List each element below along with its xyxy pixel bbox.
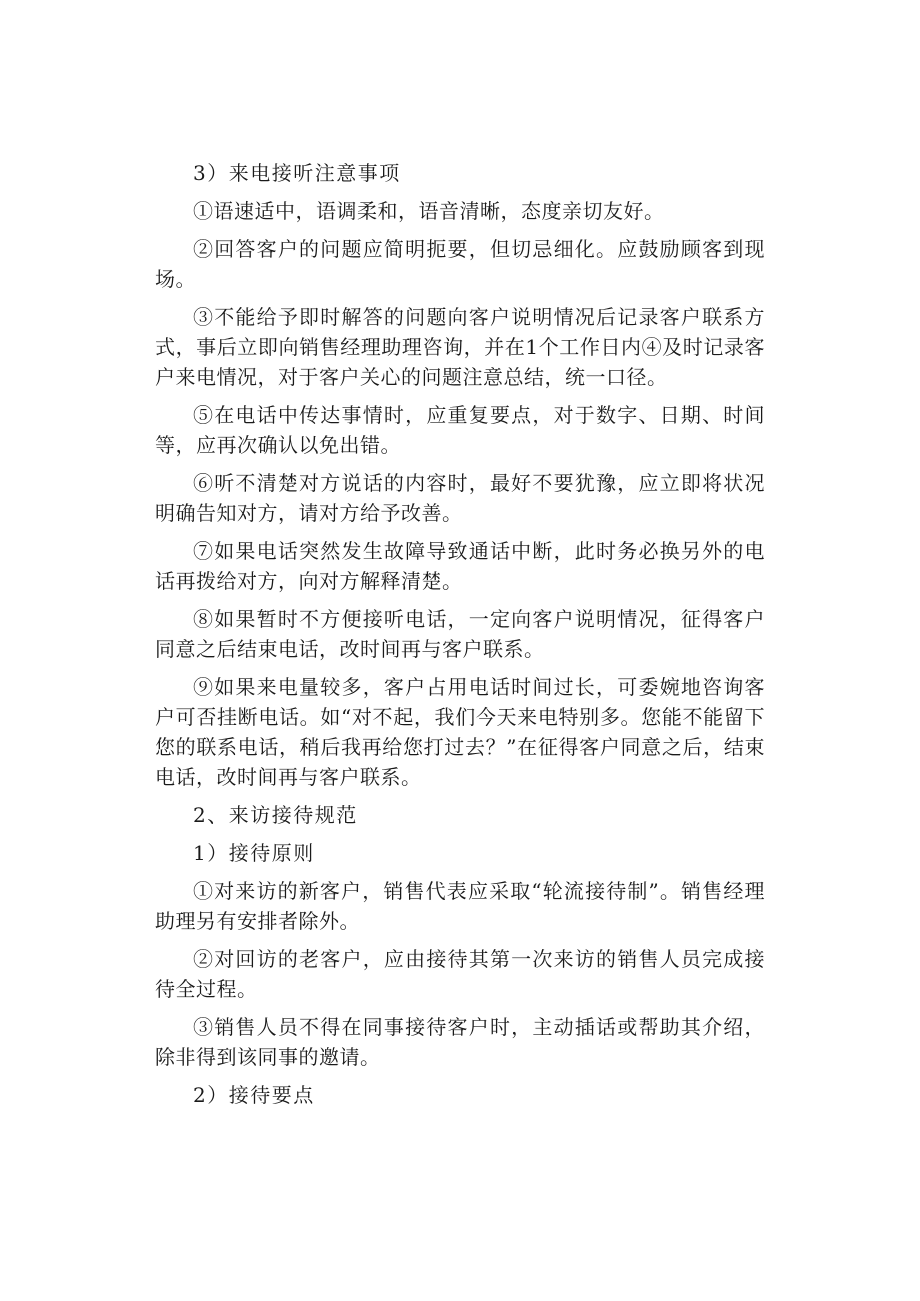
- principle-item-3: ③销售人员不得在同事接待客户时，主动插话或帮助其介绍，除非得到该同事的邀请。: [155, 1015, 765, 1069]
- paragraph-item-8: ⑧如果暂时不方便接听电话，一定向客户说明情况，征得客户同意之后结束电话，改时间再与客户联系。: [155, 607, 765, 661]
- paragraph-item-7: ⑦如果电话突然发生故障导致通话中断，此时务必换另外的电话再拨给对方，向对方解释清楚。: [155, 539, 765, 593]
- principle-item-2: ②对回访的老客户，应由接待其第一次来访的销售人员完成接待全过程。: [155, 947, 765, 1001]
- paragraph-item-9: ⑨如果来电量较多，客户占用电话时间过长，可委婉地咨询客户可否挂断电话。如“对不起，我们今天来电特别多。您能不能留下您的联系电话，稍后我再给您打过去？”在征得客户同意之后，结束电话，改时间再与客户联系。: [155, 675, 765, 789]
- section-heading-visit-reception: 2、来访接待规范: [193, 803, 358, 827]
- subsection-heading-principles: 1）接待原则: [193, 841, 315, 865]
- paragraph-item-6: ⑥听不清楚对方说话的内容时，最好不要犹豫，应立即将状况明确告知对方，请对方给予改善。: [155, 471, 765, 525]
- section-heading-call-notes: 3）来电接听注意事项: [193, 161, 401, 185]
- paragraph-item-5: ⑤在电话中传达事情时，应重复要点，对于数字、日期、时间等，应再次确认以免出错。: [155, 403, 765, 457]
- subsection-heading-key-points: 2）接待要点: [193, 1083, 315, 1107]
- document-body: [155, 158, 765, 1118]
- paragraph-item-2: ②回答客户的问题应简明扼要，但切忌细化。应鼓励顾客到现场。: [155, 237, 765, 291]
- paragraph-item-3-4: ③不能给予即时解答的问题向客户说明情况后记录客户联系方式，事后立即向销售经理助理咨询，并在1个工作日内④及时记录客户来电情况，对于客户关心的问题注意总结，统一口径。: [155, 305, 765, 389]
- paragraph-item-1: ①语速适中，语调柔和，语音清晰，态度亲切友好。: [193, 199, 665, 223]
- principle-item-1: ①对来访的新客户，销售代表应采取“轮流接待制”。销售经理助理另有安排者除外。: [155, 879, 765, 933]
